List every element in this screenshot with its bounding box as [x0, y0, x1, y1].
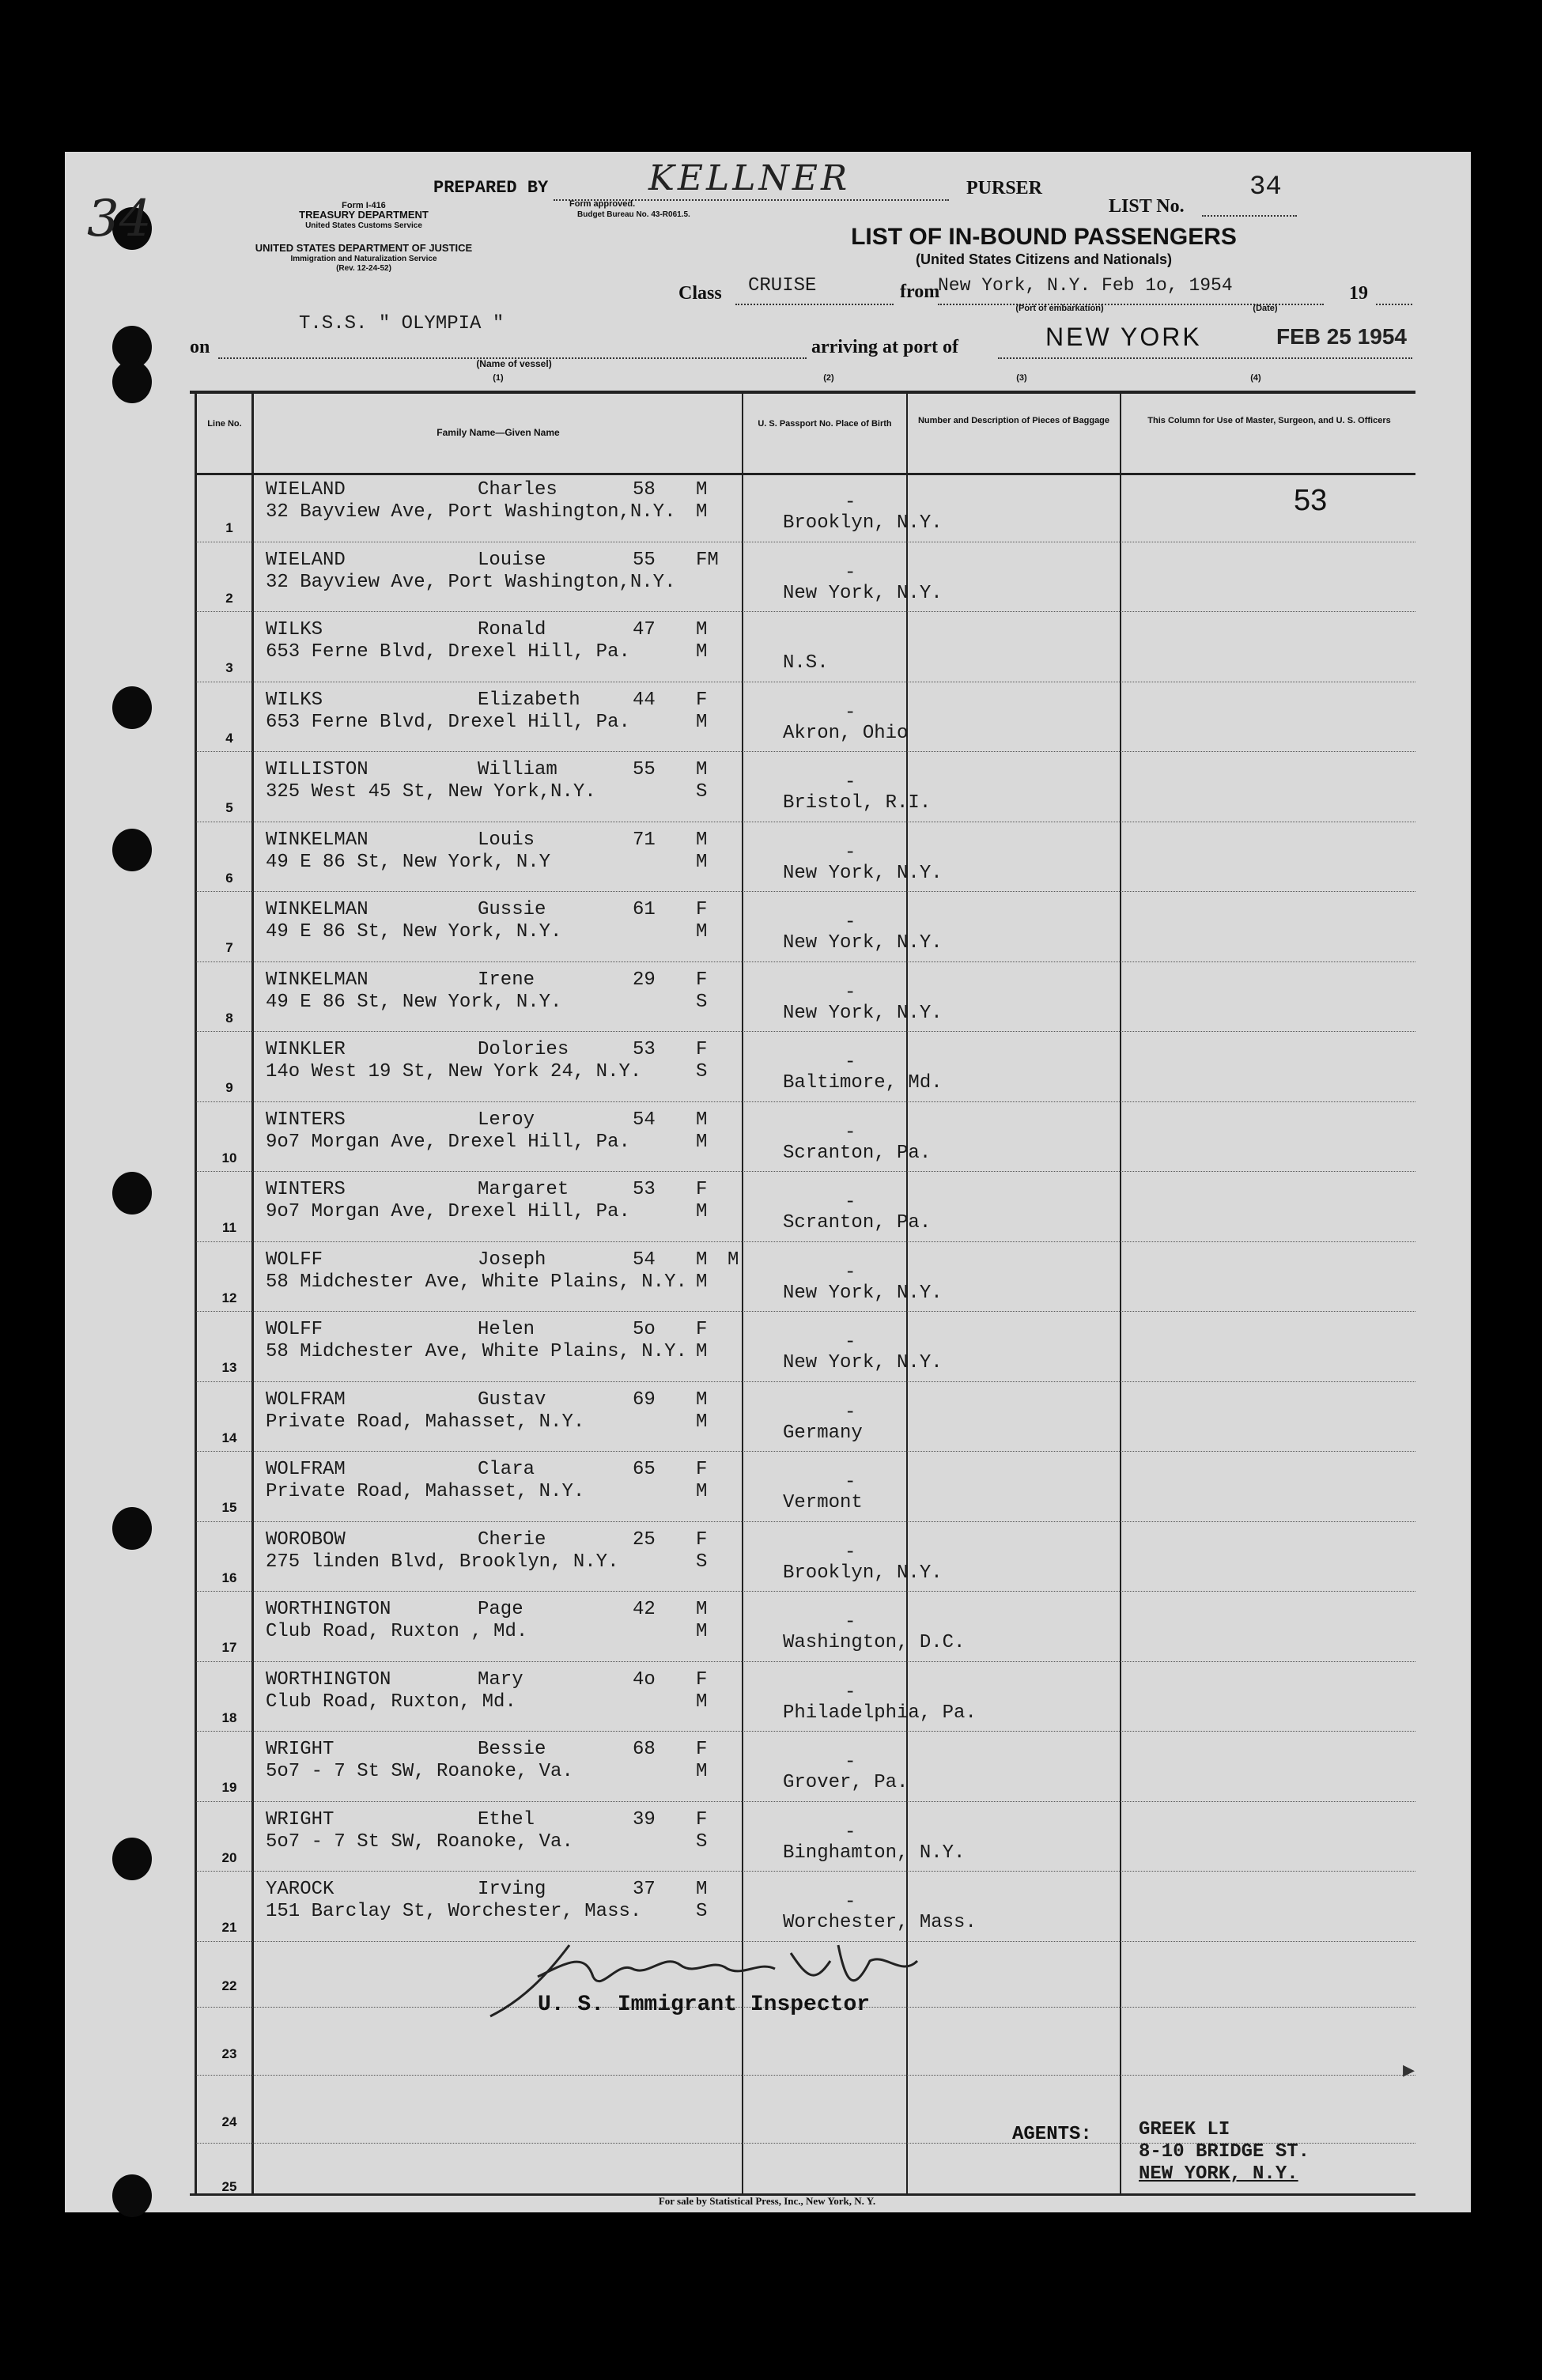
col-header-name: Family Name—Given Name	[437, 427, 560, 438]
sex: F	[696, 1808, 708, 1830]
marital-status: S	[696, 1551, 708, 1573]
birthplace: Grover, Pa.	[783, 1772, 909, 1793]
sex: M	[696, 619, 708, 640]
birthplace: New York, N.Y.	[783, 862, 943, 884]
given-name: Clara	[478, 1459, 535, 1480]
given-name: Louise	[478, 549, 546, 571]
passport-number: -	[845, 561, 856, 584]
revision-date: (Rev. 12-24-52)	[336, 264, 391, 273]
family-name: WOLFF	[266, 1319, 323, 1340]
line-number: 18	[221, 1709, 237, 1725]
sex: F	[696, 899, 708, 920]
address: Club Road, Ruxton , Md.	[266, 1621, 528, 1642]
footer-note: For sale by Statistical Press, Inc., New York, N. Y.	[658, 2195, 876, 2207]
row-divider	[196, 1521, 1415, 1522]
list-no-label: LIST No.	[1109, 196, 1185, 217]
class-value: CRUISE	[748, 275, 817, 297]
line-number: 12	[221, 1290, 237, 1305]
passport-number: -	[845, 492, 856, 513]
line-number: 6	[225, 870, 233, 886]
marital-status: M	[696, 711, 708, 733]
address: 325 West 45 St, New York,N.Y.	[266, 781, 596, 803]
family-name: WINKELMAN	[266, 899, 368, 920]
row-divider	[196, 1241, 1415, 1242]
age: 61	[633, 899, 656, 920]
address: 653 Ferne Blvd, Drexel Hill, Pa.	[266, 711, 630, 733]
address: 9o7 Morgan Ave, Drexel Hill, Pa.	[266, 1131, 630, 1153]
age: 47	[633, 619, 656, 640]
address: Private Road, Mahasset, N.Y.	[266, 1411, 585, 1433]
line-number: 14	[221, 1430, 237, 1445]
sex: FM	[696, 549, 719, 571]
col-header-line-no: Line No.	[207, 419, 242, 429]
age: 71	[633, 829, 656, 851]
agents-label: AGENTS:	[1012, 2124, 1092, 2145]
row-divider	[196, 1661, 1415, 1662]
class-label: Class	[678, 283, 722, 304]
line-number: 11	[222, 1220, 236, 1235]
year-label: 19	[1349, 283, 1368, 304]
family-name: WOLFRAM	[266, 1459, 346, 1480]
line-number: 20	[221, 1849, 237, 1865]
corner-note: 34	[87, 190, 152, 248]
col-num-4: (4)	[1250, 373, 1261, 383]
from-label: from	[900, 281, 940, 302]
sex: F	[696, 1739, 708, 1760]
given-name: Dolories	[478, 1039, 569, 1060]
sex: F	[696, 1459, 708, 1480]
passenger-count-note: 53	[1294, 484, 1328, 517]
birthplace: Germany	[783, 1422, 863, 1444]
row-divider	[196, 2075, 1415, 2076]
arrival-port: NEW YORK	[1045, 323, 1202, 351]
birthplace: Binghamton, N.Y.	[783, 1842, 966, 1864]
passport-number: -	[845, 841, 856, 863]
line-number: 1	[225, 520, 233, 535]
line-number: 9	[225, 1080, 233, 1095]
family-name: WILKS	[266, 689, 323, 711]
address: 9o7 Morgan Ave, Drexel Hill, Pa.	[266, 1201, 630, 1222]
passport-number: -	[845, 1751, 856, 1773]
address: 5o7 - 7 St SW, Roanoke, Va.	[266, 1761, 573, 1782]
line-number: 16	[221, 1570, 237, 1585]
row-divider	[196, 1871, 1415, 1872]
passport-number: -	[845, 1401, 856, 1423]
marital-status: S	[696, 781, 708, 803]
row-divider	[196, 1591, 1415, 1592]
line-number: 23	[221, 2046, 237, 2061]
col-num-2: (2)	[823, 373, 834, 383]
budget-bureau: Budget Bureau No. 43-R061.5.	[577, 210, 690, 219]
family-name: WIELAND	[266, 549, 346, 571]
age: 68	[633, 1739, 656, 1760]
birthplace: N.S.	[783, 652, 829, 674]
list-no-value: 34	[1249, 172, 1282, 202]
address: 49 E 86 St, New York, N.Y.	[266, 991, 562, 1013]
marital-status: M	[696, 1621, 708, 1642]
passport-number: -	[845, 1471, 856, 1493]
line-number: 15	[221, 1500, 237, 1515]
line-number: 2	[225, 590, 233, 606]
birthplace: Brooklyn, N.Y.	[783, 1562, 943, 1584]
line-number: 7	[225, 940, 233, 955]
passport-number: -	[845, 1261, 856, 1283]
marital-status: S	[696, 991, 708, 1013]
birthplace: New York, N.Y.	[783, 932, 943, 954]
sex: M	[696, 759, 708, 780]
family-name: WOROBOW	[266, 1528, 346, 1551]
marital-status: S	[696, 1830, 708, 1853]
passport-number: -	[845, 701, 856, 723]
family-name: WILLISTON	[266, 759, 368, 780]
given-name: Cherie	[478, 1528, 546, 1551]
marital-status: S	[696, 1901, 708, 1922]
marital-status: M	[696, 1691, 708, 1713]
given-name: Helen	[478, 1319, 535, 1340]
given-name: Irene	[478, 969, 535, 991]
line-number: 25	[221, 2179, 237, 2194]
line-number: 22	[221, 1978, 237, 1993]
birthplace: New York, N.Y.	[783, 582, 943, 604]
address: 58 Midchester Ave, White Plains, N.Y.	[266, 1341, 687, 1362]
line-number: 17	[221, 1640, 237, 1655]
line-number: 4	[225, 730, 233, 746]
binder-hole	[112, 1172, 152, 1215]
birthplace: Baltimore, Md.	[783, 1072, 943, 1094]
col-num-1: (1)	[493, 373, 504, 383]
birthplace: Brooklyn, N.Y.	[783, 512, 943, 534]
family-name: WOLFRAM	[266, 1388, 346, 1411]
given-name: Bessie	[478, 1739, 546, 1760]
age: 4o	[633, 1668, 656, 1691]
family-name: WINKLER	[266, 1039, 346, 1060]
customs-service: United States Customs Service	[305, 221, 422, 230]
extra-mark: M	[728, 1249, 739, 1271]
from-value: New York, N.Y. Feb 1o, 1954	[938, 275, 1233, 296]
row-divider	[196, 1171, 1415, 1172]
given-name: Gussie	[478, 899, 546, 920]
given-name: Page	[478, 1599, 523, 1620]
row-divider	[196, 1731, 1415, 1732]
birthplace: Vermont	[783, 1492, 863, 1513]
address: 49 E 86 St, New York, N.Y	[266, 851, 551, 873]
birthplace: Worchester, Mass.	[783, 1912, 977, 1933]
family-name: WIELAND	[266, 479, 346, 501]
passport-number: -	[845, 1192, 856, 1213]
row-divider	[196, 961, 1415, 962]
binder-hole	[112, 1507, 152, 1550]
given-name: Irving	[478, 1879, 546, 1900]
address: 653 Ferne Blvd, Drexel Hill, Pa.	[266, 641, 630, 663]
passport-number: -	[845, 1541, 856, 1563]
address: Club Road, Ruxton, Md.	[266, 1691, 516, 1713]
row-divider	[196, 611, 1415, 612]
page-subtitle: (United States Citizens and Nationals)	[915, 251, 1173, 267]
given-name: Margaret	[478, 1179, 569, 1200]
date-caption: (Date)	[1253, 304, 1278, 313]
given-name: Ronald	[478, 619, 546, 640]
marital-status: M	[696, 1761, 708, 1782]
page-title: LIST OF IN-BOUND PASSENGERS	[851, 224, 1237, 250]
family-name: WOLFF	[266, 1249, 323, 1271]
justice-dept: UNITED STATES DEPARTMENT OF JUSTICE	[255, 242, 473, 254]
passport-number: -	[845, 912, 856, 933]
marital-status: M	[696, 1481, 708, 1502]
row-divider	[196, 1311, 1415, 1312]
address: 49 E 86 St, New York, N.Y.	[266, 921, 562, 943]
marital-status: M	[696, 501, 708, 523]
age: 65	[633, 1459, 656, 1480]
address: Private Road, Mahasset, N.Y.	[266, 1481, 585, 1502]
family-name: WINTERS	[266, 1179, 346, 1200]
sex: M	[696, 1599, 708, 1620]
binder-hole	[112, 2174, 152, 2217]
binder-hole	[112, 829, 152, 871]
age: 29	[633, 969, 656, 991]
passport-number: -	[845, 1681, 856, 1703]
age: 54	[633, 1249, 656, 1271]
marital-status: M	[696, 641, 708, 663]
header-rule	[195, 473, 1415, 475]
passport-number: -	[845, 1891, 856, 1913]
binder-hole	[112, 1838, 152, 1880]
family-name: WRIGHT	[266, 1808, 334, 1830]
marital-status: M	[696, 1341, 708, 1362]
marital-status: M	[696, 921, 708, 943]
birthplace: New York, N.Y.	[783, 1352, 943, 1373]
address: 58 Midchester Ave, White Plains, N.Y.	[266, 1271, 687, 1293]
marital-status: M	[696, 1271, 708, 1293]
sex: F	[696, 969, 708, 991]
form-number: Form I-416	[342, 201, 386, 210]
birthplace: Scranton, Pa.	[783, 1142, 932, 1164]
row-divider	[196, 1381, 1415, 1382]
marital-status: M	[696, 851, 708, 873]
passport-number: -	[845, 1332, 856, 1353]
family-name: WINKELMAN	[266, 969, 368, 991]
given-name: William	[478, 759, 557, 780]
address: 32 Bayview Ave, Port Washington,N.Y.	[266, 571, 676, 593]
passport-number: -	[845, 1821, 856, 1843]
age: 25	[633, 1528, 656, 1551]
table-top-rule	[190, 391, 1415, 394]
sex: F	[696, 1039, 708, 1060]
sex: M	[696, 829, 708, 851]
agents-line-2: 8-10 BRIDGE ST.	[1139, 2141, 1310, 2163]
family-name: WINKELMAN	[266, 829, 368, 851]
age: 42	[633, 1599, 656, 1620]
on-label: on	[190, 337, 210, 357]
marital-status: S	[696, 1061, 708, 1082]
line-number: 3	[225, 660, 233, 675]
birthplace: Akron, Ohio	[783, 722, 909, 744]
prepared-by-label: PREPARED BY	[433, 178, 549, 198]
line-number: 10	[221, 1150, 237, 1165]
age: 5o	[633, 1319, 656, 1340]
row-divider	[196, 751, 1415, 752]
birthplace: Scranton, Pa.	[783, 1212, 932, 1233]
line-number: 19	[221, 1780, 237, 1795]
sex: M	[696, 1249, 708, 1271]
sex: F	[696, 1528, 708, 1551]
passport-number: -	[845, 1611, 856, 1633]
line-number: 21	[221, 1920, 237, 1935]
arriving-label: arriving at port of	[811, 337, 958, 357]
family-name: YAROCK	[266, 1879, 334, 1900]
age: 53	[633, 1179, 656, 1200]
age: 39	[633, 1808, 656, 1830]
binder-hole	[112, 686, 152, 729]
line-number: 24	[221, 2114, 237, 2129]
family-name: WORTHINGTON	[266, 1599, 391, 1620]
passport-number: -	[845, 981, 856, 1003]
passport-number: -	[845, 1121, 856, 1143]
col-header-passport: U. S. Passport No. Place of Birth	[758, 419, 892, 429]
row-divider	[196, 1801, 1415, 1802]
age: 55	[633, 759, 656, 780]
inspector-label: U. S. Immigrant Inspector	[538, 1993, 871, 2017]
given-name: Joseph	[478, 1249, 546, 1271]
arrow-icon: ▸	[1403, 2056, 1415, 2083]
given-name: Elizabeth	[478, 689, 580, 711]
vessel-value: T.S.S. " OLYMPIA "	[299, 313, 505, 334]
row-divider	[196, 1451, 1415, 1452]
line-number: 13	[221, 1360, 237, 1375]
family-name: WORTHINGTON	[266, 1668, 391, 1691]
given-name: Louis	[478, 829, 535, 851]
sex: M	[696, 1388, 708, 1411]
prepared-by-value: KELLNER	[648, 158, 851, 198]
family-name: WRIGHT	[266, 1739, 334, 1760]
col-header-officers: This Column for Use of Master, Surgeon, and U. S. Officers	[1147, 416, 1391, 425]
ins-service: Immigration and Naturalization Service	[290, 255, 437, 263]
address: 32 Bayview Ave, Port Washington,N.Y.	[266, 501, 676, 523]
approved-note: Form approved.	[569, 199, 636, 209]
given-name: Ethel	[478, 1808, 535, 1830]
age: 69	[633, 1388, 656, 1411]
binder-hole	[112, 361, 152, 403]
dept-name: TREASURY DEPARTMENT	[299, 209, 429, 221]
marital-status: M	[696, 1411, 708, 1433]
birthplace: Philadelphia, Pa.	[783, 1702, 977, 1724]
marital-status: M	[696, 1201, 708, 1222]
agents-line-3: NEW YORK, N.Y.	[1139, 2163, 1298, 2185]
sex: M	[696, 479, 708, 501]
address: 5o7 - 7 St SW, Roanoke, Va.	[266, 1830, 573, 1853]
given-name: Gustav	[478, 1388, 546, 1411]
sex: F	[696, 1179, 708, 1200]
port-embark-caption: (Port of embarkation)	[1015, 304, 1104, 313]
purser-label: PURSER	[966, 178, 1043, 198]
birthplace: New York, N.Y.	[783, 1002, 943, 1024]
col-header-baggage: Number and Description of Pieces of Baggage	[917, 416, 1110, 425]
sex: F	[696, 689, 708, 711]
row-divider	[196, 891, 1415, 892]
passport-number: -	[845, 772, 856, 793]
col-num-3: (3)	[1016, 373, 1027, 383]
row-divider	[196, 1031, 1415, 1032]
line-number: 8	[225, 1010, 233, 1026]
age: 53	[633, 1039, 656, 1060]
birthplace: Washington, D.C.	[783, 1632, 966, 1653]
given-name: Mary	[478, 1668, 523, 1691]
arrival-date-stamp: FEB 25 1954	[1276, 324, 1407, 349]
age: 55	[633, 549, 656, 571]
passport-number: -	[845, 1052, 856, 1073]
row-divider	[196, 1101, 1415, 1102]
line-number: 5	[225, 800, 233, 815]
family-name: WINTERS	[266, 1109, 346, 1131]
address: 275 linden Blvd, Brooklyn, N.Y.	[266, 1551, 619, 1573]
agents-line-1: GREEK LI	[1139, 2119, 1230, 2140]
sex: M	[696, 1109, 708, 1131]
sex: M	[696, 1879, 708, 1900]
sex: F	[696, 1319, 708, 1340]
given-name: Leroy	[478, 1109, 535, 1131]
sex: F	[696, 1668, 708, 1691]
address: 151 Barclay St, Worchester, Mass.	[266, 1901, 642, 1922]
given-name: Charles	[478, 479, 557, 501]
birthplace: Bristol, R.I.	[783, 792, 932, 814]
marital-status: M	[696, 1131, 708, 1153]
age: 37	[633, 1879, 656, 1900]
family-name: WILKS	[266, 619, 323, 640]
vessel-caption: (Name of vessel)	[476, 358, 552, 369]
age: 44	[633, 689, 656, 711]
birthplace: New York, N.Y.	[783, 1282, 943, 1304]
age: 58	[633, 479, 656, 501]
address: 14o West 19 St, New York 24, N.Y.	[266, 1061, 642, 1082]
age: 54	[633, 1109, 656, 1131]
